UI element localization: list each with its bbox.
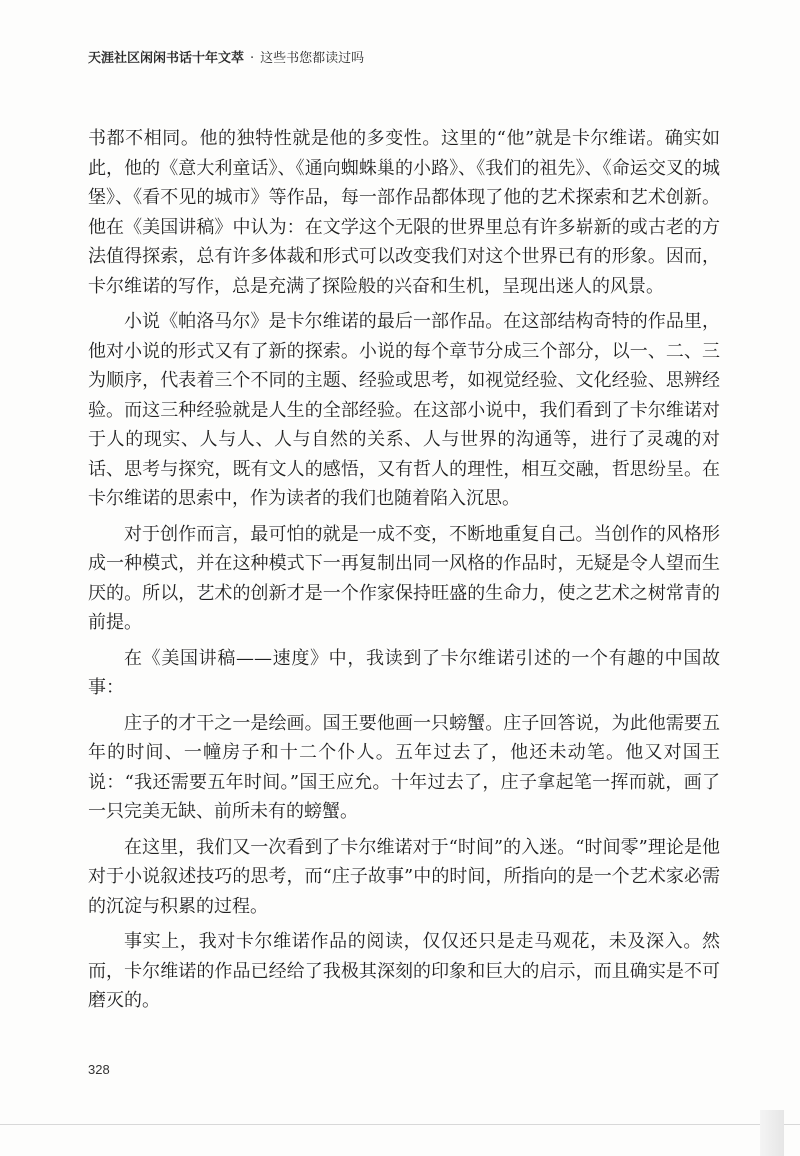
paragraph: 对于创作而言，最可怕的就是一成不变，不断地重复自己。当创作的风格形成一种模式，并在这种模式下一再复制出同一风格的作品时，无疑是令人望而生厌的。所以，艺术的创新才是一个作家保持旺盛的生命力，使之艺术之树常青的前提。: [88, 523, 720, 633]
page-body: [88, 124, 720, 1016]
paragraph: 在这里，我们又一次看到了卡尔维诺对于“时间”的入迷。“时间零”理论是他对于小说叙述技巧的思考，而“庄子故事”中的时间，所指向的是一个艺术家必需的沉淀与积累的过程。: [88, 836, 720, 917]
quoted-story-paragraph: 庄子的才干之一是绘画。国王要他画一只螃蟹。庄子回答说，为此他需要五年的时间、一幢房子和十二个仆人。五年过去了，他还未动笔。他又对国王说：“我还需要五年时间。”国王应允。十年过去了，庄子拿起笔一挥而就，画了一只完美无缺、前所未有的螃蟹。: [88, 712, 720, 822]
paragraph: 在《美国讲稿——速度》中，我读到了卡尔维诺引述的一个有趣的中国故事：: [88, 647, 720, 698]
paragraph-continued: 书都不相同。他的独特性就是他的多变性。这里的“他”就是卡尔维诺。确实如此，他的《意大利童话》、《通向蜘蛛巢的小路》、《我们的祖先》、《命运交叉的城堡》、《看不见的城市》等作品，每一部作品都体现了他的艺术探索和艺术创新。他在《美国讲稿》中认为：在文学这个无限的世界里总有许多崭新的或古老的方法值得探索，总有许多体裁和形式可以改变我们对这个世界已有的形象。因而，卡尔维诺的写作，总是充满了探险般的兴奋和生机，呈现出迷人的风景。: [88, 128, 720, 297]
page-number: 328: [88, 1062, 110, 1077]
scan-shadow: [760, 1110, 784, 1156]
running-header: [88, 47, 364, 66]
paragraph: 小说《帕洛马尔》是卡尔维诺的最后一部作品。在这部结构奇特的作品里，他对小说的形式又有了新的探索。小说的每个章节分成三个部分，以一、二、三为顺序，代表着三个不同的主题、经验或思考，如视觉经验、文化经验、思辨经验。而这三种经验就是人生的全部经验。在这部小说中，我们看到了卡尔维诺对于人的现实、人与人、人与自然的关系、人与世界的沟通等，进行了灵魂的对话、思考与探究，既有文人的感悟，又有哲人的理性，相互交融，哲思纷呈。在卡尔维诺的思索中，作为读者的我们也随着陷入沉思。: [88, 311, 720, 509]
paragraph: 事实上，我对卡尔维诺作品的阅读，仅仅还只是走马观花，未及深入。然而，卡尔维诺的作品已经给了我极其深刻的印象和巨大的启示，而且确实是不可磨灭的。: [88, 931, 720, 1011]
book-title: 天涯社区闲闲书话十年文萃: [88, 51, 245, 66]
page-bottom-edge: [0, 1124, 800, 1125]
chapter-title: 这些书您都读过吗: [260, 51, 365, 66]
header-separator: ·: [250, 51, 255, 66]
